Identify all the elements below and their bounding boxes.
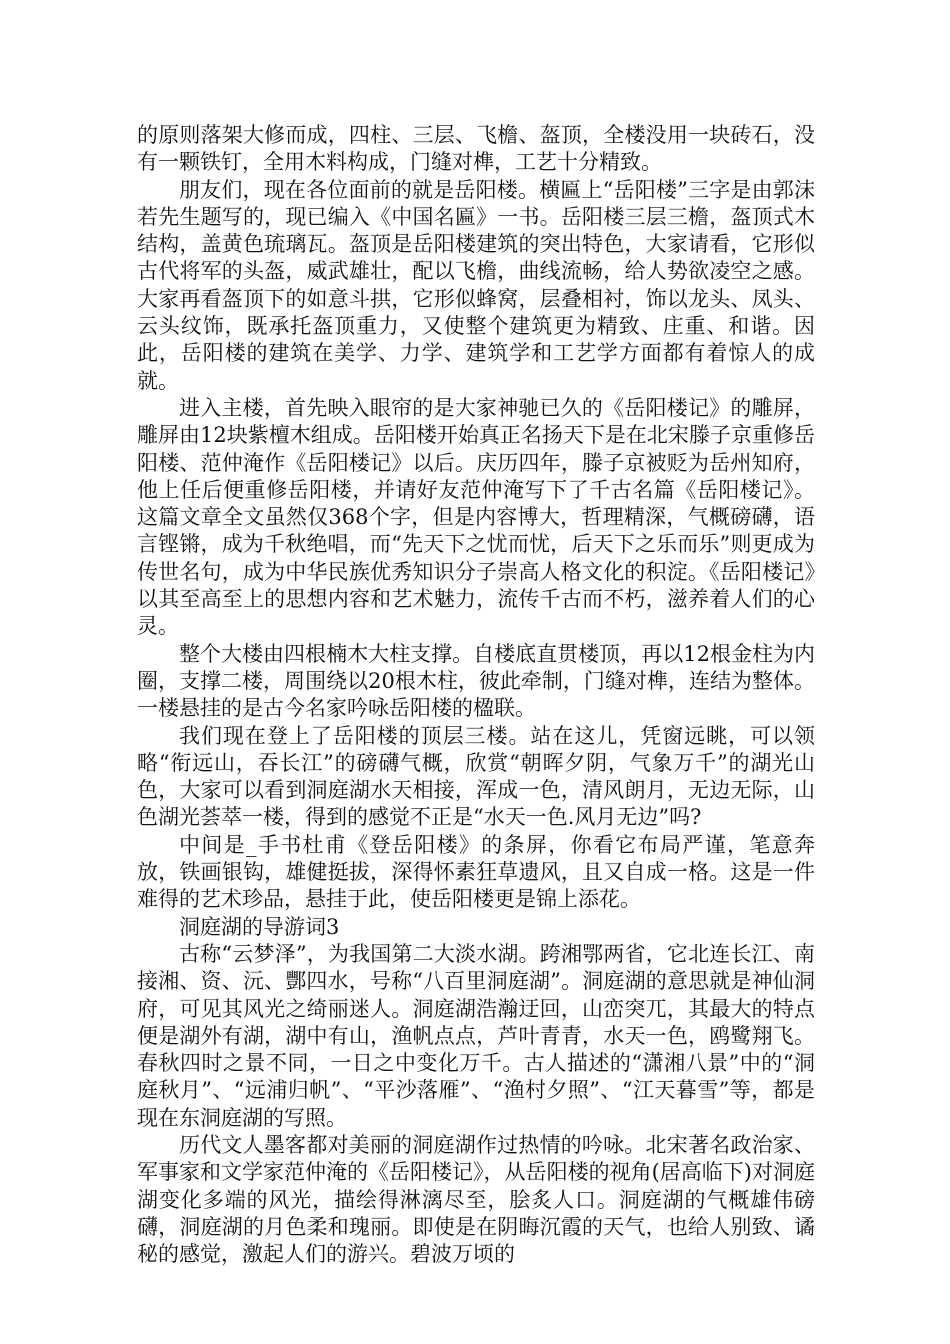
paragraph-8: 历代文人墨客都对美丽的洞庭湖作过热情的吟咏。北宋著名政治家、军事家和文学家范仲淹的《岳阳楼记》，从岳阳楼的视角(居高临下)对洞庭湖变化多端的风光，描绘得淋漓尽至，脍炙人口。洞庭湖的气概雄伟磅礴，洞庭湖的月色柔和瑰丽。即使是在阴晦沉霞的天气，也给人别致、谲秘的感觉，激起人们的游兴。碧波万顷的	[137, 1132, 815, 1267]
document-body	[137, 122, 815, 1268]
paragraph-7: 古称“云梦泽”，为我国第二大淡水湖。跨湘鄂两省，它北连长江、南接湘、资、沅、酆四水，号称“八百里洞庭湖”。洞庭湖的意思就是神仙洞府，可见其风光之绮丽迷人。洞庭湖浩瀚迂回，山峦突兀，其最大的特点便是湖外有湖，湖中有山，渔帆点点，芦叶青青，水天一色，鸥鹭翔飞。春秋四时之景不同，一日之中变化万千。古人描述的“潇湘八景”中的“洞庭秋月”、“远浦归帆”、“平沙落雁”、“渔村夕照”、“江天暮雪”等，都是现在东洞庭湖的写照。	[137, 941, 815, 1130]
paragraph-3: 进入主楼，首先映入眼帘的是大家神驰已久的《岳阳楼记》的雕屏，雕屏由12块紫檀木组成。岳阳楼开始真正名扬天下是在北宋滕子京重修岳阳楼、范仲淹作《岳阳楼记》以后。庆历四年，滕子京被贬为岳州知府，他上任后便重修岳阳楼，并请好友范仲淹写下了千古名篇《岳阳楼记》。这篇文章全文虽然仅368个字，但是内容博大，哲理精深，气概磅礴，语言铿锵，成为千秋绝唱，而“先天下之忧而忧，后天下之乐而乐”则更成为传世名句，成为中华民族优秀知识分子崇高人格文化的积淀。《岳阳楼记》以其至高至上的思想内容和艺术魅力，流传千古而不朽，滋养着人们的心灵。	[137, 395, 815, 639]
section-heading: 洞庭湖的导游词3	[179, 914, 340, 939]
paragraph-4: 整个大楼由四根楠木大柱支撑。自楼底直贯楼顶，再以12根金柱为内圈，支撑二楼，周围绕以20根木柱，彼此牵制，门缝对榫，连结为整体。一楼悬挂的是古今名家吟咏岳阳楼的楹联。	[137, 641, 815, 721]
paragraph-2: 朋友们，现在各位面前的就是岳阳楼。横匾上“岳阳楼”三字是由郭沫若先生题写的，现已编入《中国名匾》一书。岳阳楼三层三檐，盔顶式木结构，盖黄色琉璃瓦。盔顶是岳阳楼建筑的突出特色，大家请看，它形似古代将军的头盔，威武雄壮，配以飞檐，曲线流畅，给人势欲凌空之感。大家再看盔顶下的如意斗拱，它形似蜂窝，层叠相衬，饰以龙头、凤头、云头纹饰，既承托盔顶重力，又使整个建筑更为精致、庄重、和谐。因此，岳阳楼的建筑在美学、力学、建筑学和工艺学方面都有着惊人的成就。	[137, 177, 815, 393]
paragraph-6: 中间是_手书杜甫《登岳阳楼》的条屏，你看它布局严谨，笔意奔放，铁画银钩，雄健挺拔，深得怀素狂草遗风，且又自成一格。这是一件难得的艺术珍品，悬挂于此，使岳阳楼更是锦上添花。	[137, 832, 815, 912]
paragraph-1: 的原则落架大修而成，四柱、三层、飞檐、盔顶，全楼没用一块砖石，没有一颗铁钉，全用木料构成，门缝对榫，工艺十分精致。	[137, 123, 815, 175]
paragraph-5: 我们现在登上了岳阳楼的顶层三楼。站在这儿，凭窗远眺，可以领略“衔远山，吞长江”的磅礴气概，欣赏“朝晖夕阴，气象万千”的湖光山色，大家可以看到洞庭湖水天相接，浑成一色，清风朗月，无边无际，山色湖光荟萃一楼，得到的感觉不正是“水天一色.风月无边”吗?	[137, 723, 815, 830]
